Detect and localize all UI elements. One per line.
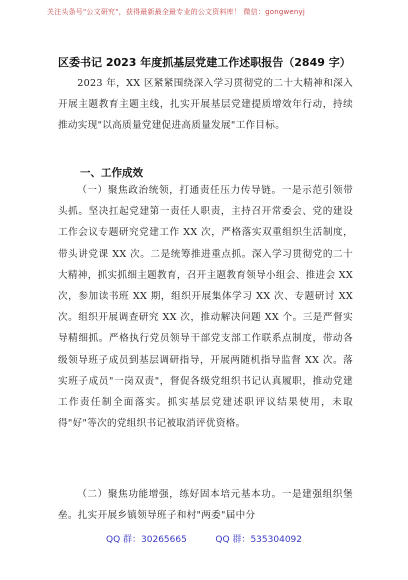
body-paragraph-1: （一）聚焦政治统领，打通责任压力传导链。一是示范引领带头抓。坚决扛起党建第一责任人职责，主持召开常委会、党的建设工作会议专题研究党建工作 XX 次，严格落实双重组织生活制度，带头讲党课 XX 次。二是统筹推进重点抓。深入学习贯彻党的二十大精神，抓实抓细主题教育，召开主题教育领导小组会、推进会 XX 次，参加读书班 XX 期，组织开展集体学习 XX 次、专题研讨 XX 次。组织开展调查研究 XX 次，推动解决问题 XX 个。三是严督实导精细抓。严格执行党员领导干部党支部工作联系点制度，带动各级领导班子成员到基层调研指导，开展两随机指导监督 XX 次。落实班子成员"一岗双责"，督促各级党组织书记认真履职，推动党建工作责任制全面落实。抓实基层党建述职评议结果使用，未取得"好"等次的党组织书记被取消评优资格。 xyxy=(58,185,353,430)
section-heading: 一、工作成效 xyxy=(80,167,143,179)
header-banner: 关注头条号"公文研究"，获得最新最全最专业的公文资料库！ 微信：gongwenyj xyxy=(47,8,306,16)
intro-paragraph: 2023 年，XX 区紧紧围绕深入学习贯彻党的二十大精神和深入开展主题教育主题主线，扎实开展基层党建提质增效年行动，持续推动实现"以高质量党建促进高质量发展"工作目标。 xyxy=(58,78,353,132)
document-title: 区委书记 2023 年度抓基层党建工作述职报告（2849 字） xyxy=(58,56,351,69)
footer-contact: QQ 群：30265665 QQ 群：535304092 xyxy=(105,535,302,545)
body-paragraph-2: （二）聚焦功能增强，练好固本培元基本功。一是建强组织堡垒。扎实开展乡镇领导班子和村"两委"届中分 xyxy=(58,489,353,522)
